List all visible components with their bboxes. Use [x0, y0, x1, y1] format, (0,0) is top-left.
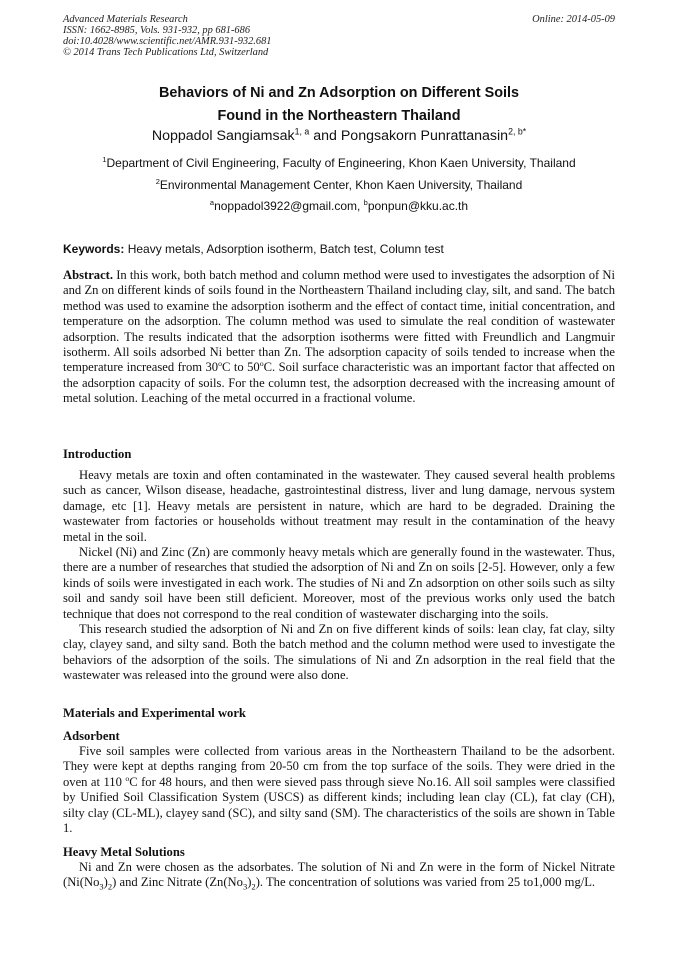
- intro-paragraph-1: Heavy metals are toxin and often contaminated in the wastewater. They caused several health problems such as cancer, Wilson disease, headache, gastrointestinal distress, liver and lung damage, nervous system damage, etc [1]. Heavy metals are persistent in nature, which are hard to be degraded. Draining the wastewater from factories or households without treatment may result in the contamination of the heavy metal in the soil.: [63, 468, 615, 544]
- heavy-metal-heading: Heavy Metal Solutions: [63, 845, 185, 859]
- adsorbent-text-1: Five soil samples were collected from various areas in the Northeastern Thailand to be the adsorbent. They were kept at depths ranging from 20-50 cm from the top surface of the soils. They were dried in the oven at 110: [63, 744, 615, 789]
- keywords-text: Heavy metals, Adsorption isotherm, Batch test, Column test: [124, 242, 444, 256]
- degree-mark: o: [259, 359, 264, 369]
- abstract-paragraph: [63, 268, 615, 407]
- title-line-1: Behaviors of Ni and Zn Adsorption on Different Soils: [158, 85, 520, 101]
- adsorbent-heading: Adsorbent: [63, 729, 120, 743]
- heavy-metal-body: [63, 860, 615, 891]
- materials-heading: Materials and Experimental work: [63, 706, 246, 720]
- journal-header: [63, 14, 615, 58]
- intro-paragraph-3: This research studied the adsorption of Ni and Zn on five different kinds of soils: lean clay, fat clay, silty clay, clayey sand, and silty sand. Both the batch method and the column method were used to investigate the behaviors of the adsorption of the soils. The simulations of Ni and Zn adsorption in the real field that the wastewater was released into the ground were also done.: [63, 622, 615, 683]
- degree-mark: o: [218, 359, 223, 369]
- email-b-mark: b: [363, 198, 368, 207]
- abstract-text-1: In this work, both batch method and column method were used to investigates the adsorption of Ni and Zn on different kinds of soils found in the Northeastern Thailand including clay, silt, and sand. The batch method was used to examine the adsorption isotherm and the effect of contact time, initial concentration, and temperature on the adsorption. The column method was used to simulate the real condition of wastewater adsorption. The results indicated that the adsorption isotherms were fitted with Freundlich and Langmuir isotherm. All soils adsorbed Ni better than Zn. The adsorption capacity of soils tended to increase when the temperature increased from 30: [63, 268, 615, 375]
- abstract: [63, 268, 615, 407]
- subscript: 3: [242, 881, 248, 892]
- journal-name: Advanced Materials Research: [63, 14, 188, 25]
- author-emails: [63, 198, 615, 214]
- degree-mark: o: [125, 773, 130, 783]
- adsorbent-paragraph: [63, 744, 615, 836]
- heavy-text-4: ): [247, 875, 252, 890]
- copyright-line: © 2014 Trans Tech Publications Ltd, Switzerland: [63, 47, 269, 58]
- introduction-heading: Introduction: [63, 447, 132, 461]
- intro-paragraph-2: Nickel (Ni) and Zinc (Zn) are commonly heavy metals which are generally found in the wastewater. Thus, there are a number of researches that studied the adsorption of Ni and Zn on soils [2-5]. However, only a few kinds of soils were investigated in each work. The studies of Ni and Zn adsorption on other soils such as silty soil and sandy soil have been still deficient. Moreover, most of the previous works only used the batch technique that does not correspond to the real condition of wastewater discharging into the soils.: [63, 545, 615, 621]
- heavy-text-2: ): [103, 875, 108, 890]
- heavy-metal-paragraph: [63, 860, 615, 891]
- keywords: [63, 241, 615, 257]
- doi-line: doi:10.4028/www.scientific.net/AMR.931-932.681: [63, 36, 272, 47]
- affiliation-2: [63, 177, 615, 193]
- subscript: 2: [107, 881, 113, 892]
- author-2-affil-mark: 2, b*: [508, 126, 527, 137]
- affiliation-1-mark: 1: [102, 155, 107, 164]
- author-list: [63, 126, 615, 146]
- author-connector: and: [309, 128, 341, 144]
- title-line-2: Found in the Northeastern Thailand: [217, 108, 461, 124]
- abstract-label: Abstract.: [63, 268, 114, 282]
- abstract-text-3: C. Soil surface characteristic was an important factor that affected on the adsorption capacity of soils. For the column test, the adsorption decreased with the increasing amount of metal solution. Leaching of the metal occurred in a fractional volume.: [63, 360, 615, 406]
- email-b: ponpun@kku.ac.th: [367, 199, 469, 213]
- heavy-text-5: ). The concentration of solutions was varied from 25 to1,000 mg/L.: [255, 875, 596, 890]
- author-2: Pongsakorn Punrattanasin: [340, 128, 509, 144]
- keywords-label: Keywords:: [63, 242, 125, 256]
- affiliation-1: [63, 155, 615, 171]
- email-a-mark: a: [209, 198, 215, 207]
- affiliation-2-mark: 2: [155, 177, 160, 186]
- introduction-body: [63, 468, 615, 684]
- heavy-text-3: ) and Zinc Nitrate (Zn(No: [112, 875, 243, 890]
- subscript: 3: [99, 881, 104, 892]
- email-a: noppadol3922@gmail.com,: [214, 199, 364, 213]
- adsorbent-text-2: C for 48 hours, and then were sieved pass through sieve No.16. All soil samples were classified by Unified Soil Classification System (USCS) as different kinds; including lean clay (CL), fat clay (CH), silty clay (CL-ML), clayey sand (SC), and silty sand (SM). The characteristics of the soils are shown in Table 1.: [63, 774, 615, 836]
- adsorbent-body: [63, 744, 615, 836]
- author-1: Noppadol Sangiamsak: [151, 128, 295, 144]
- affiliation-1-text: Department of Civil Engineering, Faculty of Engineering, Khon Kaen University, Thailand: [106, 156, 576, 170]
- issn-line: ISSN: 1662-8985, Vols. 931-932, pp 681-686: [63, 25, 251, 36]
- affiliation-2-text: Environmental Management Center, Khon Kaen University, Thailand: [159, 178, 523, 192]
- paper-title: [63, 82, 615, 128]
- subscript: 2: [251, 881, 256, 892]
- heavy-text-1: Ni and Zn were chosen as the adsorbates. The solution of Ni and Zn were in the form of Nickel Nitrate (Ni(No: [63, 860, 615, 890]
- author-1-affil-mark: 1, a: [294, 126, 310, 137]
- online-date: Online: 2014-05-09: [532, 14, 615, 25]
- abstract-text-2: C to 50: [222, 360, 260, 375]
